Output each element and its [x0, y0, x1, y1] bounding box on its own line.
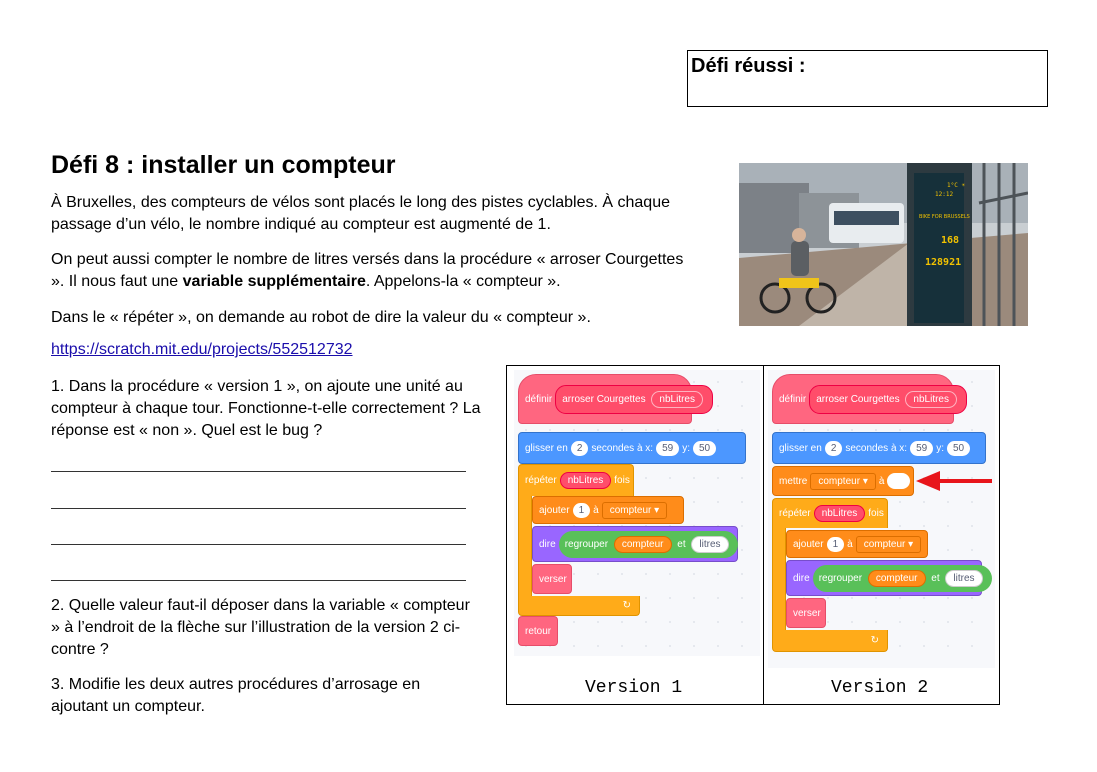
answer-line[interactable] [51, 508, 466, 509]
loop-arrow-icon: ↻ [870, 635, 879, 646]
et-label: et [677, 538, 686, 550]
repeat-times-label: fois [868, 508, 884, 519]
say-label: dire [539, 538, 556, 550]
counter-reporter: compteur [868, 570, 926, 587]
litres-input[interactable]: litres [945, 570, 982, 587]
join-label: regrouper [818, 572, 863, 584]
add-label: ajouter [539, 504, 570, 516]
pour-label: verser [539, 573, 567, 585]
version-1-scripts [514, 370, 760, 656]
join-reporter [813, 565, 992, 592]
repeat-block[interactable] [518, 464, 634, 496]
counter-temperature: 1°C ☀ [947, 182, 966, 189]
counter-time: 12:12 [935, 191, 954, 198]
repeat-label: répéter [525, 475, 557, 486]
y-label: y: [682, 442, 690, 454]
repeat-count-pill: nbLitres [814, 505, 866, 522]
challenge-success-box [687, 50, 1048, 107]
scratch-illustration-table [506, 365, 1000, 705]
question-3: 3. Modifie les deux autres procédures d’arrosage en ajoutant un compteur. [51, 676, 421, 715]
counter-reporter: compteur [614, 536, 672, 553]
glide-secs-input[interactable]: 2 [825, 441, 843, 456]
to-label: à [593, 504, 599, 516]
glide-mid-label: secondes à x: [591, 442, 654, 454]
repeat-count-pill: nbLitres [560, 472, 612, 489]
join-reporter [559, 531, 738, 558]
y-input[interactable]: 50 [693, 441, 716, 456]
intro-paragraph: À Bruxelles, des compteurs de vélos sont placés le long des pistes cyclables. À chaque passage d’un vélo, le nombre indiqué au compteur est augmenté de 1. [51, 194, 670, 233]
counter-dropdown-label: compteur [863, 538, 906, 550]
variable-paragraph-start: On peut aussi compter le nombre de litres versés dans la procédure « arroser Courgettes ». Il nous faut une [51, 251, 684, 290]
challenge-success-label: Défi réussi : [691, 55, 806, 77]
caption-version-1: Version 1 [585, 678, 683, 698]
dropdown-icon: ▾ [654, 504, 660, 516]
set-value-input[interactable] [887, 473, 910, 489]
set-counter-block[interactable] [772, 466, 914, 496]
et-label: et [931, 572, 940, 584]
glide-secs-input[interactable]: 2 [571, 441, 589, 456]
variable-paragraph [51, 249, 691, 293]
add-value-input[interactable]: 1 [573, 503, 591, 518]
scratch-project-link[interactable]: https://scratch.mit.edu/projects/552512732 [51, 341, 353, 358]
answer-line[interactable] [51, 544, 466, 545]
add-to-counter-block[interactable] [786, 530, 928, 558]
join-label: regrouper [564, 538, 609, 550]
counter-day-count: 168 [941, 235, 960, 246]
to-label: à [847, 538, 853, 550]
define-block[interactable] [518, 374, 695, 424]
define-label: définir [525, 393, 553, 405]
set-label: mettre [779, 475, 808, 487]
param-pill: nbLitres [905, 391, 957, 408]
repeat-footer [518, 596, 640, 616]
define-block[interactable] [772, 374, 954, 424]
to-label: à [878, 475, 885, 487]
counter-brand: BIKE FOR BRUSSELS [919, 214, 970, 220]
add-to-counter-block[interactable] [532, 496, 684, 524]
proc-signature [809, 385, 967, 414]
counter-dropdown-label: compteur [818, 475, 861, 487]
x-input[interactable]: 59 [656, 441, 679, 456]
variable-paragraph-bold: variable supplémentaire [182, 273, 366, 290]
y-input[interactable]: 50 [947, 441, 970, 456]
repeat-arm [772, 528, 786, 632]
caption-version-2: Version 2 [831, 678, 929, 698]
say-block[interactable] [532, 526, 738, 562]
proc-name: arroser Courgettes [816, 393, 900, 405]
x-input[interactable]: 59 [910, 441, 933, 456]
repeat-footer [772, 630, 888, 652]
repeat-block[interactable] [772, 498, 888, 528]
add-value-input[interactable]: 1 [827, 537, 845, 552]
y-label: y: [936, 442, 944, 454]
question-2: 2. Quelle valeur faut-il déposer dans la variable « compteur » à l’endroit de la flèche sur l’illustration de la version 2 ci-contre ? [51, 597, 470, 658]
pour-label: verser [793, 607, 821, 619]
define-label: définir [779, 393, 807, 405]
proc-name: arroser Courgettes [562, 393, 646, 405]
red-arrow-icon [916, 470, 994, 492]
dropdown-icon: ▾ [862, 475, 868, 487]
say-label: dire [793, 572, 810, 584]
counter-total-count: 128921 [925, 257, 962, 268]
counter-dropdown[interactable] [602, 502, 668, 519]
variable-paragraph-end: . Appelons-la « compteur ». [365, 273, 561, 290]
repeat-times-label: fois [614, 475, 630, 486]
counter-dropdown-label: compteur [609, 504, 652, 516]
glide-label: glisser en [779, 442, 822, 454]
glide-mid-label: secondes à x: [845, 442, 908, 454]
repeat-paragraph: Dans le « répéter », on demande au robot de dire la valeur du « compteur ». [51, 309, 591, 326]
return-label: retour [525, 625, 552, 637]
return-block[interactable] [518, 616, 558, 646]
glide-label: glisser en [525, 442, 568, 454]
dropdown-icon: ▾ [908, 538, 914, 550]
question-1: 1. Dans la procédure « version 1 », on ajoute une unité au compteur à chaque tour. Fonctionne-t-elle correctement ? La réponse est « non ». Quel est le bug ? [51, 378, 481, 439]
page-title: Défi 8 : installer un compteur [51, 151, 396, 179]
add-label: ajouter [793, 538, 824, 550]
counter-dropdown[interactable] [810, 473, 876, 490]
litres-input[interactable]: litres [691, 536, 728, 553]
counter-dropdown[interactable] [856, 536, 922, 553]
answer-line[interactable] [51, 580, 466, 581]
loop-arrow-icon: ↻ [622, 600, 631, 611]
param-pill: nbLitres [651, 391, 703, 408]
bike-counter-photo [739, 163, 1028, 326]
glide-block[interactable] [518, 432, 746, 464]
version-2-scripts [768, 370, 995, 668]
repeat-arm [518, 496, 532, 598]
answer-line[interactable] [51, 471, 466, 472]
proc-signature [555, 385, 713, 414]
glide-block[interactable] [772, 432, 986, 464]
repeat-label: répéter [779, 508, 811, 519]
pour-block[interactable] [532, 564, 572, 594]
pour-block[interactable] [786, 598, 826, 628]
say-block[interactable] [786, 560, 982, 596]
